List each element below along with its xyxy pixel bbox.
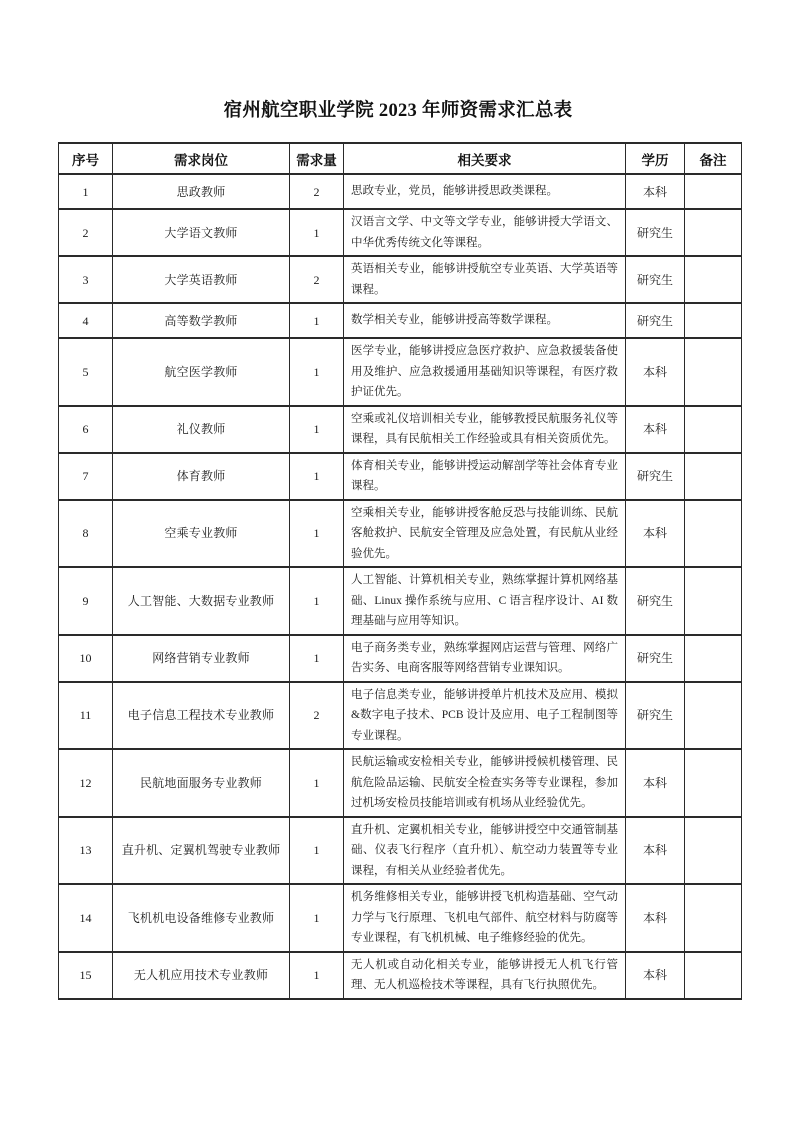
- cell-position: 网络营销专业教师: [113, 635, 290, 682]
- cell-education: 研究生: [626, 209, 685, 256]
- cell-note: [685, 338, 742, 406]
- cell-quantity: 1: [290, 500, 344, 568]
- table-row: [59, 682, 742, 750]
- cell-education: 本科: [626, 174, 685, 209]
- cell-position: 直升机、定翼机驾驶专业教师: [113, 817, 290, 885]
- cell-quantity: 1: [290, 952, 344, 999]
- cell-quantity: 1: [290, 884, 344, 952]
- teacher-demand-table: [58, 142, 742, 1000]
- header-education: 学历: [626, 143, 685, 174]
- cell-quantity: 1: [290, 453, 344, 500]
- cell-requirements: 体育相关专业，能够讲授运动解剖学等社会体育专业课程。: [344, 453, 626, 500]
- cell-no: 5: [59, 338, 113, 406]
- header-position: 需求岗位: [113, 143, 290, 174]
- cell-no: 12: [59, 749, 113, 817]
- cell-position: 高等数学教师: [113, 303, 290, 338]
- cell-quantity: 1: [290, 749, 344, 817]
- cell-note: [685, 952, 742, 999]
- cell-position: 飞机机电设备维修专业教师: [113, 884, 290, 952]
- cell-quantity: 2: [290, 174, 344, 209]
- table-row: [59, 817, 742, 885]
- table-row: [59, 884, 742, 952]
- cell-no: 13: [59, 817, 113, 885]
- header-note: 备注: [685, 143, 742, 174]
- cell-requirements: 人工智能、计算机相关专业，熟练掌握计算机网络基础、Linux 操作系统与应用、C 语言程序设计、AI 数理基础与应用等知识。: [344, 567, 626, 635]
- document-title: 宿州航空职业学院 2023 年师资需求汇总表: [223, 101, 573, 121]
- cell-requirements: 思政专业，党员，能够讲授思政类课程。: [344, 174, 626, 209]
- header-requirements: 相关要求: [344, 143, 626, 174]
- cell-quantity: 1: [290, 567, 344, 635]
- cell-education: 本科: [626, 500, 685, 568]
- table-row: [59, 209, 742, 256]
- cell-no: 7: [59, 453, 113, 500]
- cell-quantity: 2: [290, 256, 344, 303]
- cell-requirements: 数学相关专业，能够讲授高等数学课程。: [344, 303, 626, 338]
- cell-requirements: 民航运输或安检相关专业，能够讲授候机楼管理、民航危险品运输、民航安全检查实务等专业课程，参加过机场安检员技能培训或有机场从业经验优先。: [344, 749, 626, 817]
- cell-note: [685, 884, 742, 952]
- cell-requirements: 电子信息类专业，能够讲授单片机技术及应用、模拟&数字电子技术、PCB 设计及应用、电子工程制图等专业课程。: [344, 682, 626, 750]
- cell-quantity: 1: [290, 303, 344, 338]
- cell-requirements: 电子商务类专业，熟练掌握网店运营与管理、网络广告实务、电商客服等网络营销专业课知识。: [344, 635, 626, 682]
- cell-no: 15: [59, 952, 113, 999]
- cell-quantity: 1: [290, 635, 344, 682]
- cell-no: 10: [59, 635, 113, 682]
- cell-note: [685, 500, 742, 568]
- cell-education: 本科: [626, 406, 685, 453]
- cell-quantity: 1: [290, 209, 344, 256]
- cell-no: 8: [59, 500, 113, 568]
- table-body: [59, 174, 742, 999]
- cell-position: 礼仪教师: [113, 406, 290, 453]
- table-row: [59, 500, 742, 568]
- cell-note: [685, 209, 742, 256]
- cell-quantity: 1: [290, 406, 344, 453]
- cell-note: [685, 406, 742, 453]
- table-header-row: [59, 143, 742, 174]
- cell-quantity: 1: [290, 338, 344, 406]
- table-row: [59, 303, 742, 338]
- cell-note: [685, 749, 742, 817]
- cell-note: [685, 453, 742, 500]
- cell-requirements: 空乘或礼仪培训相关专业，能够教授民航服务礼仪等课程，具有民航相关工作经验或具有相关资质优先。: [344, 406, 626, 453]
- table-row: [59, 952, 742, 999]
- cell-education: 研究生: [626, 635, 685, 682]
- cell-education: 研究生: [626, 682, 685, 750]
- cell-quantity: 1: [290, 817, 344, 885]
- table-row: [59, 338, 742, 406]
- cell-note: [685, 635, 742, 682]
- cell-no: 4: [59, 303, 113, 338]
- cell-education: 本科: [626, 952, 685, 999]
- cell-requirements: 医学专业，能够讲授应急医疗救护、应急救援装备使用及维护、应急救援通用基础知识等课程，有医疗救护证优先。: [344, 338, 626, 406]
- table-row: [59, 749, 742, 817]
- table-row: [59, 406, 742, 453]
- cell-position: 体育教师: [113, 453, 290, 500]
- cell-note: [685, 682, 742, 750]
- cell-position: 思政教师: [113, 174, 290, 209]
- cell-requirements: 直升机、定翼机相关专业，能够讲授空中交通管制基础、仪表飞行程序（直升机）、航空动力装置等专业课程，有相关从业经验者优先。: [344, 817, 626, 885]
- cell-education: 研究生: [626, 567, 685, 635]
- table-row: [59, 453, 742, 500]
- cell-education: 本科: [626, 749, 685, 817]
- cell-position: 大学英语教师: [113, 256, 290, 303]
- cell-position: 民航地面服务专业教师: [113, 749, 290, 817]
- cell-requirements: 汉语言文学、中文等文学专业，能够讲授大学语文、中华优秀传统文化等课程。: [344, 209, 626, 256]
- cell-requirements: 英语相关专业，能够讲授航空专业英语、大学英语等课程。: [344, 256, 626, 303]
- cell-education: 研究生: [626, 453, 685, 500]
- cell-position: 航空医学教师: [113, 338, 290, 406]
- cell-no: 1: [59, 174, 113, 209]
- table-row: [59, 635, 742, 682]
- cell-requirements: 机务维修相关专业，能够讲授飞机构造基础、空气动力学与飞行原理、飞机电气部件、航空材料与防腐等专业课程，有飞机机械、电子维修经验的优先。: [344, 884, 626, 952]
- cell-education: 研究生: [626, 256, 685, 303]
- cell-position: 空乘专业教师: [113, 500, 290, 568]
- cell-no: 3: [59, 256, 113, 303]
- cell-no: 14: [59, 884, 113, 952]
- cell-quantity: 2: [290, 682, 344, 750]
- cell-no: 9: [59, 567, 113, 635]
- cell-education: 本科: [626, 884, 685, 952]
- header-quantity: 需求量: [290, 143, 344, 174]
- cell-requirements: 无人机或自动化相关专业，能够讲授无人机飞行管理、无人机巡检技术等课程，具有飞行执照优先。: [344, 952, 626, 999]
- cell-no: 2: [59, 209, 113, 256]
- table-row: [59, 174, 742, 209]
- cell-requirements: 空乘相关专业，能够讲授客舱反恐与技能训练、民航客舱救护、民航安全管理及应急处置，有民航从业经验优先。: [344, 500, 626, 568]
- cell-no: 6: [59, 406, 113, 453]
- cell-note: [685, 303, 742, 338]
- cell-no: 11: [59, 682, 113, 750]
- cell-position: 无人机应用技术专业教师: [113, 952, 290, 999]
- header-no: 序号: [59, 143, 113, 174]
- cell-note: [685, 817, 742, 885]
- cell-position: 电子信息工程技术专业教师: [113, 682, 290, 750]
- cell-education: 研究生: [626, 303, 685, 338]
- cell-note: [685, 174, 742, 209]
- cell-position: 大学语文教师: [113, 209, 290, 256]
- cell-note: [685, 256, 742, 303]
- cell-position: 人工智能、大数据专业教师: [113, 567, 290, 635]
- table-row: [59, 567, 742, 635]
- table-row: [59, 256, 742, 303]
- cell-education: 本科: [626, 817, 685, 885]
- cell-note: [685, 567, 742, 635]
- cell-education: 本科: [626, 338, 685, 406]
